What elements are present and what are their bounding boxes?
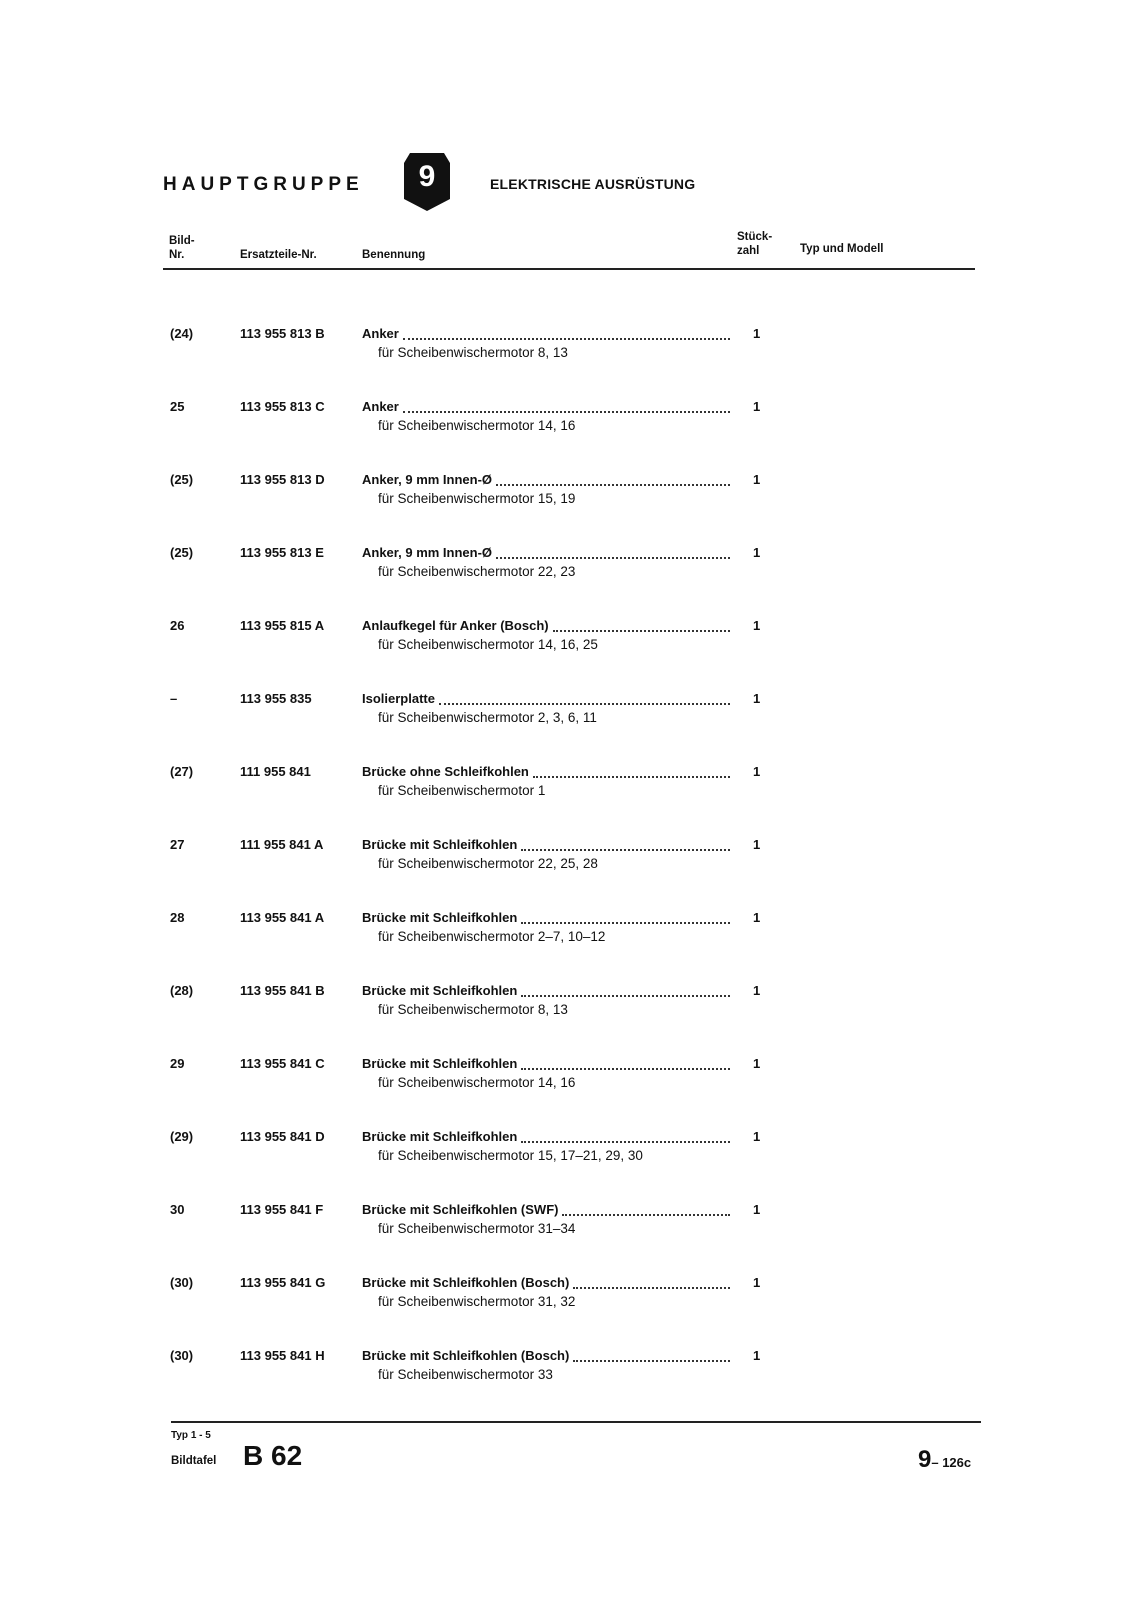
row-description: für Scheibenwischermotor 22, 23: [378, 564, 576, 579]
footer-plate: B 62: [243, 1440, 303, 1471]
leader-dots: [553, 618, 730, 632]
row-description: für Scheibenwischermotor 8, 13: [378, 1002, 568, 1017]
row-bild-nr: (28): [170, 983, 194, 998]
col-bild-nr-line2: Nr.: [169, 249, 185, 261]
row-name: Isolierplatte: [362, 691, 435, 706]
row-name-cell: [362, 1129, 730, 1144]
row-name: Anker, 9 mm Innen-Ø: [362, 545, 493, 560]
row-bild-nr: 25: [170, 399, 185, 414]
row-part-no: 113 955 841 B: [240, 983, 325, 998]
leader-dots: [573, 1275, 730, 1289]
table-row: [0, 1348, 1137, 1398]
leader-dots: [496, 472, 730, 486]
row-bild-nr: (29): [170, 1129, 194, 1144]
row-part-no: 113 955 815 A: [240, 618, 325, 633]
section-title: ELEKTRISCHE AUSRÜSTUNG: [490, 176, 696, 192]
table-row: [0, 910, 1137, 960]
row-name-cell: [362, 399, 730, 414]
row-qty: 1: [753, 618, 761, 633]
row-name-cell: [362, 618, 730, 633]
row-description: für Scheibenwischermotor 33: [378, 1367, 553, 1382]
row-qty: 1: [753, 399, 761, 414]
row-name: Brücke mit Schleifkohlen: [362, 1056, 518, 1071]
col-name: Benennung: [362, 249, 426, 261]
col-qty: [737, 230, 772, 258]
row-name-cell: [362, 983, 730, 998]
row-name: Brücke mit Schleifkohlen (SWF): [362, 1202, 559, 1217]
table-row: [0, 764, 1137, 814]
row-name: Brücke mit Schleifkohlen (Bosch): [362, 1348, 570, 1363]
row-name-cell: [362, 691, 730, 706]
table-row: [0, 983, 1137, 1033]
row-bild-nr: (27): [170, 764, 194, 779]
row-name: Brücke mit Schleifkohlen (Bosch): [362, 1275, 570, 1290]
row-name: Brücke ohne Schleifkohlen: [362, 764, 529, 779]
row-bild-nr: 26: [170, 618, 185, 633]
table-row: [0, 1129, 1137, 1179]
row-name: Brücke mit Schleifkohlen: [362, 1129, 518, 1144]
footer-page-sub: – 126c: [931, 1455, 972, 1470]
col-qty-line1: Stück-: [737, 231, 773, 243]
row-name-cell: [362, 1275, 730, 1290]
row-name: Brücke mit Schleifkohlen: [362, 910, 518, 925]
col-model: Typ und Modell: [800, 243, 884, 255]
row-qty: 1: [753, 1056, 761, 1071]
row-part-no: 113 955 841 A: [240, 910, 325, 925]
table-row: [0, 1202, 1137, 1252]
col-qty-line2: zahl: [737, 245, 760, 257]
table-row: [0, 472, 1137, 522]
row-name: Brücke mit Schleifkohlen: [362, 837, 518, 852]
table-row: [0, 1056, 1137, 1106]
leader-dots: [521, 910, 730, 924]
row-name-cell: [362, 472, 730, 487]
row-part-no: 113 955 841 D: [240, 1129, 325, 1144]
col-bild-nr-line1: Bild-: [169, 235, 195, 247]
col-bild-nr: [169, 234, 195, 262]
row-name-cell: [362, 545, 730, 560]
row-qty: 1: [753, 837, 761, 852]
table-row: [0, 837, 1137, 887]
footer-page: [918, 1446, 971, 1474]
row-qty: 1: [753, 983, 761, 998]
row-description: für Scheibenwischermotor 2–7, 10–12: [378, 929, 606, 944]
table-row: [0, 545, 1137, 595]
leader-dots: [573, 1348, 730, 1362]
row-qty: 1: [753, 1275, 761, 1290]
row-part-no: 111 955 841: [240, 764, 311, 779]
row-description: für Scheibenwischermotor 2, 3, 6, 11: [378, 710, 597, 725]
row-qty: 1: [753, 691, 761, 706]
row-bild-nr: 28: [170, 910, 185, 925]
row-part-no: 113 955 841 F: [240, 1202, 324, 1217]
leader-dots: [562, 1202, 730, 1216]
row-description: für Scheibenwischermotor 14, 16: [378, 418, 576, 433]
table-row: [0, 691, 1137, 741]
row-bild-nr: –: [170, 691, 178, 706]
row-part-no: 113 955 813 C: [240, 399, 325, 414]
row-bild-nr: 27: [170, 837, 185, 852]
row-bild-nr: (25): [170, 472, 194, 487]
row-description: für Scheibenwischermotor 31, 32: [378, 1294, 576, 1309]
row-name: Anker: [362, 326, 399, 341]
row-qty: 1: [753, 545, 761, 560]
row-bild-nr: (30): [170, 1348, 194, 1363]
row-part-no: 113 955 841 C: [240, 1056, 325, 1071]
leader-dots: [496, 545, 730, 559]
row-bild-nr: (25): [170, 545, 194, 560]
row-part-no: 113 955 841 G: [240, 1275, 326, 1290]
footer-typ: Typ 1 - 5: [171, 1430, 211, 1441]
row-part-no: 111 955 841 A: [240, 837, 324, 852]
footer-page-main: 9: [918, 1446, 932, 1473]
leader-dots: [521, 1129, 730, 1143]
row-qty: 1: [753, 472, 761, 487]
header-rule: [163, 268, 975, 270]
table-row: [0, 399, 1137, 449]
row-part-no: 113 955 835: [240, 691, 312, 706]
row-bild-nr: 29: [170, 1056, 185, 1071]
row-name-cell: [362, 1348, 730, 1363]
row-name-cell: [362, 326, 730, 341]
leader-dots: [403, 326, 730, 340]
row-name: Anker: [362, 399, 399, 414]
table-row: [0, 326, 1137, 376]
row-bild-nr: (30): [170, 1275, 194, 1290]
row-description: für Scheibenwischermotor 1: [378, 783, 546, 798]
row-bild-nr: (24): [170, 326, 194, 341]
row-bild-nr: 30: [170, 1202, 185, 1217]
row-qty: 1: [753, 910, 761, 925]
col-part-no: Ersatzteile-Nr.: [240, 249, 317, 261]
row-name: Anlaufkegel für Anker (Bosch): [362, 618, 549, 633]
row-description: für Scheibenwischermotor 8, 13: [378, 345, 568, 360]
row-part-no: 113 955 813 E: [240, 545, 324, 560]
row-part-no: 113 955 813 D: [240, 472, 325, 487]
row-description: für Scheibenwischermotor 22, 25, 28: [378, 856, 598, 871]
row-name-cell: [362, 764, 730, 779]
leader-dots: [403, 399, 730, 413]
row-qty: 1: [753, 326, 761, 341]
table-row: [0, 1275, 1137, 1325]
row-name: Brücke mit Schleifkohlen: [362, 983, 518, 998]
row-name-cell: [362, 1056, 730, 1071]
group-label: HAUPTGRUPPE: [163, 174, 364, 195]
row-qty: 1: [753, 764, 761, 779]
row-name-cell: [362, 1202, 730, 1217]
leader-dots: [521, 837, 730, 851]
row-qty: 1: [753, 1202, 761, 1217]
row-description: für Scheibenwischermotor 31–34: [378, 1221, 576, 1236]
leader-dots: [521, 1056, 730, 1070]
group-number: 9: [418, 160, 436, 193]
row-description: für Scheibenwischermotor 15, 19: [378, 491, 576, 506]
row-qty: 1: [753, 1129, 761, 1144]
row-name-cell: [362, 910, 730, 925]
row-qty: 1: [753, 1348, 761, 1363]
row-description: für Scheibenwischermotor 14, 16, 25: [378, 637, 598, 652]
table-row: [0, 618, 1137, 668]
row-description: für Scheibenwischermotor 15, 17–21, 29, 30: [378, 1148, 643, 1163]
row-part-no: 113 955 841 H: [240, 1348, 325, 1363]
row-part-no: 113 955 813 B: [240, 326, 325, 341]
leader-dots: [521, 983, 730, 997]
leader-dots: [439, 691, 730, 705]
row-description: für Scheibenwischermotor 14, 16: [378, 1075, 576, 1090]
row-name-cell: [362, 837, 730, 852]
footer-rule: [171, 1421, 981, 1423]
leader-dots: [533, 764, 730, 778]
footer-bildtafel-label: Bildtafel: [171, 1455, 217, 1467]
row-name: Anker, 9 mm Innen-Ø: [362, 472, 493, 487]
